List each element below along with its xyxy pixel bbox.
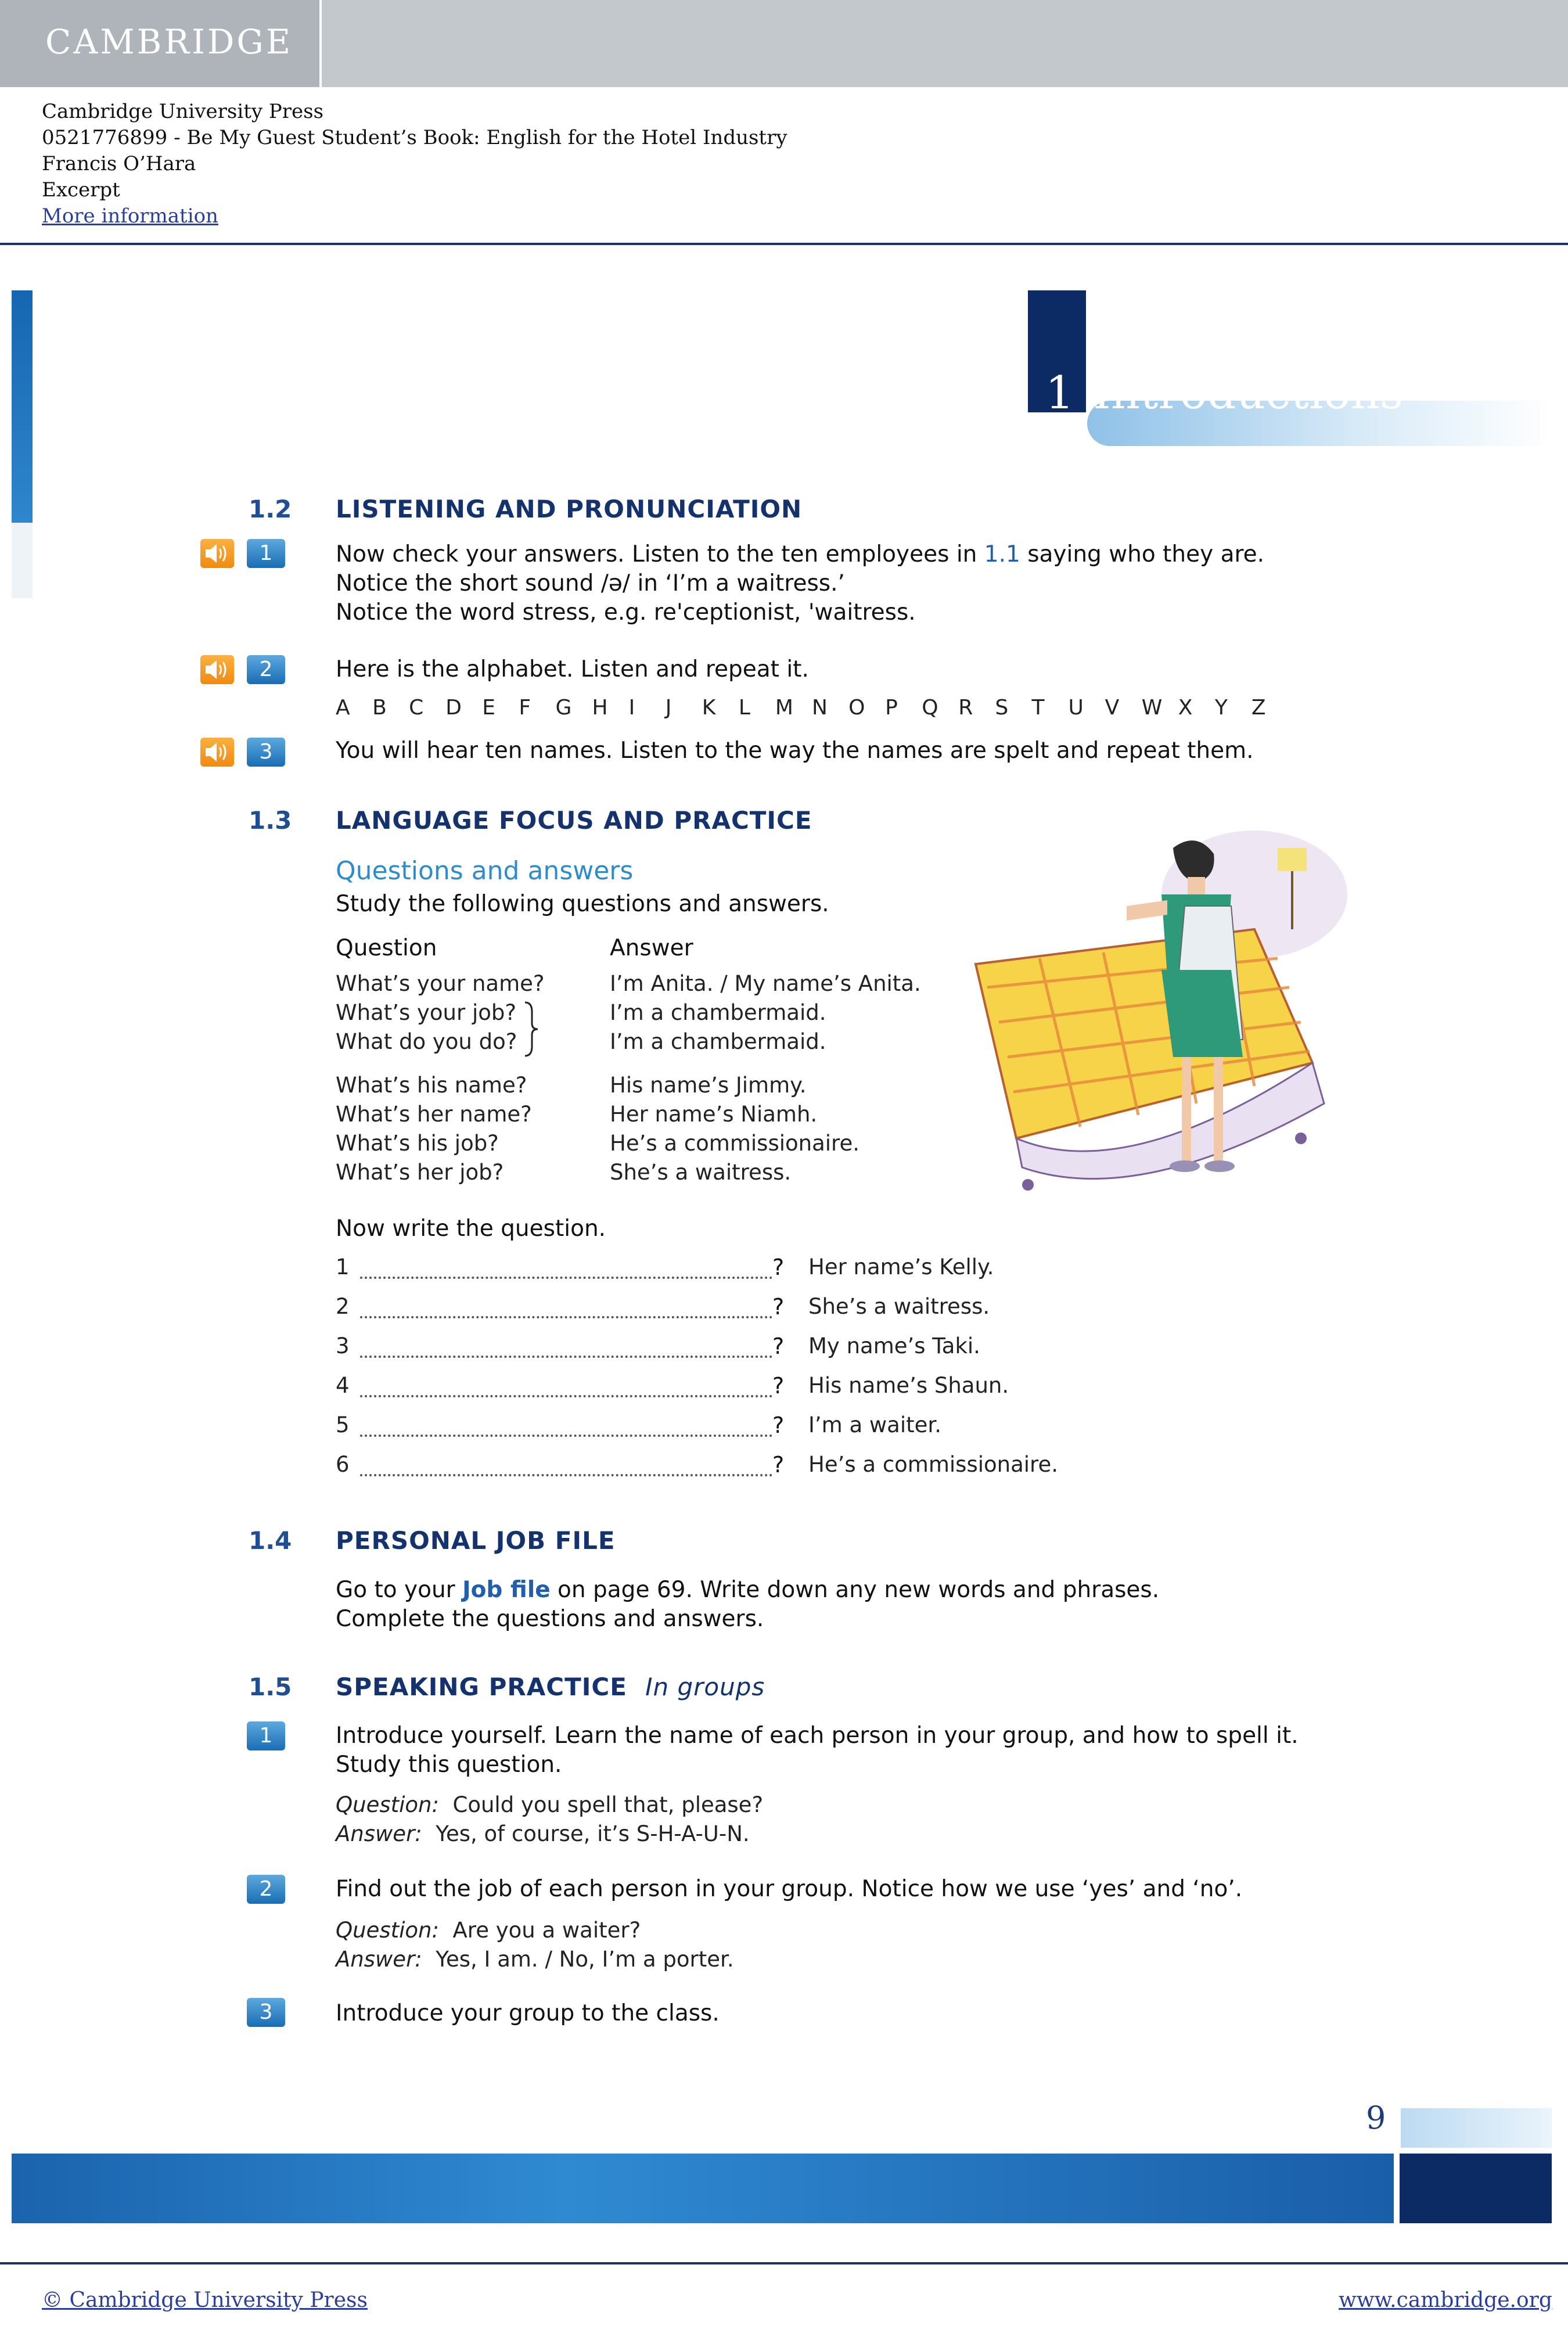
speaker-icon[interactable] (200, 738, 234, 767)
section-number-1-3: 1.3 (249, 806, 292, 835)
alphabet-letter: O (848, 696, 865, 720)
header-divider (0, 243, 1568, 245)
answer-cell: He’s a commissionaire. (610, 1131, 859, 1156)
alphabet-letter: W (1141, 696, 1163, 720)
section-title-job-file: PERSONAL JOB FILE (336, 1526, 616, 1555)
author-line: Francis O’Hara (42, 152, 196, 175)
job-file-reference: Job file (462, 1577, 551, 1603)
section-number-1-4: 1.4 (249, 1526, 292, 1555)
question-cell: What’s his job? (336, 1131, 499, 1156)
question-mark: ? (772, 1373, 785, 1399)
alphabet-letter: L (738, 696, 750, 720)
question-cell: What’s his name? (336, 1073, 527, 1098)
given-answer: Her name’s Kelly. (808, 1254, 994, 1279)
answer-cell: His name’s Jimmy. (610, 1073, 807, 1098)
item-number: 3 (336, 1333, 350, 1358)
footer-divider (0, 2262, 1568, 2264)
section-title-speaking: SPEAKING PRACTICE In groups (336, 1673, 765, 1701)
publisher-line: Cambridge University Press (42, 100, 324, 123)
given-answer: She’s a waitress. (808, 1294, 990, 1319)
alphabet-letter: C (409, 696, 424, 720)
instruction-text: Find out the job of each person in your group. Notice how we use ‘yes’ and ‘no’. (336, 1876, 1243, 1902)
website-link[interactable]: www.cambridge.org (1339, 2288, 1552, 2312)
answer-blank[interactable] (360, 1299, 772, 1318)
more-information-text[interactable]: More information (42, 204, 218, 228)
section-number-1-5: 1.5 (249, 1673, 292, 1701)
question-cell: What do you do? (336, 1029, 517, 1054)
section-number-1-2: 1.2 (249, 495, 292, 523)
exercise-number-box: 3 (247, 1998, 285, 2027)
book-title-line: 0521776899 - Be My Guest Student’s Book: English for the Hotel Industry (42, 126, 787, 149)
item-number: 6 (336, 1452, 350, 1477)
cross-reference: 1.1 (984, 541, 1020, 567)
exercise-number-box: 2 (247, 1875, 285, 1904)
example-question: Question: Could you spell that, please? (336, 1792, 764, 1817)
answer-blank[interactable] (360, 1417, 772, 1437)
alphabet-letter: I (628, 696, 635, 720)
page-number: 9 (1366, 2100, 1386, 2136)
instruction-text: Notice the word stress, e.g. re'ceptionist, 'waitress. (336, 599, 916, 626)
alphabet-letter: H (592, 696, 608, 720)
chapter-number: 1 (1045, 367, 1074, 419)
instruction-text: Complete the questions and answers. (336, 1606, 764, 1632)
answer-cell: She’s a waitress. (610, 1160, 792, 1185)
answer-cell: I’m a chambermaid. (610, 1000, 826, 1025)
answer-cell: Her name’s Niamh. (610, 1102, 818, 1127)
alphabet-letter: G (555, 696, 572, 720)
exercise-number-box: 1 (247, 539, 285, 568)
question-cell: What’s her job? (336, 1160, 504, 1185)
item-number: 4 (336, 1373, 350, 1398)
column-header-answer: Answer (610, 935, 693, 961)
answer-cell: I’m Anita. / My name’s Anita. (610, 971, 921, 996)
instruction-text: Study the following questions and answers. (336, 891, 829, 917)
question-mark: ? (772, 1294, 785, 1320)
instruction-text: Introduce your group to the class. (336, 2000, 720, 2026)
chapter-divider (1086, 290, 1088, 412)
exercise-number-box: 3 (247, 738, 285, 767)
alphabet-letter: A (336, 696, 350, 720)
chapter-title: Introductions (1093, 367, 1404, 419)
instruction-text: Now write the question. (336, 1216, 606, 1242)
exercise-number-box: 2 (247, 655, 285, 684)
alphabet-letter: Q (922, 696, 938, 720)
alphabet-letter: V (1105, 696, 1120, 720)
alphabet-letter: Z (1251, 696, 1266, 720)
instruction-text: You will hear ten names. Listen to the way the names are spelt and repeat them. (336, 738, 1254, 764)
question-cell: What’s her name? (336, 1102, 532, 1127)
alphabet-letter: N (812, 696, 828, 720)
answer-blank[interactable] (360, 1338, 772, 1358)
given-answer: My name’s Taki. (808, 1333, 980, 1358)
section-title-listening: LISTENING AND PRONUNCIATION (336, 495, 803, 523)
subsection-title: Questions and answers (336, 856, 634, 886)
answer-blank[interactable] (360, 1457, 772, 1476)
left-stripe-decoration (12, 290, 33, 523)
instruction-text: Go to your Job file on page 69. Write down any new words and phrases. (336, 1577, 1160, 1603)
alphabet-letter: D (445, 696, 462, 720)
alphabet-letter: F (519, 696, 531, 720)
instruction-text: Here is the alphabet. Listen and repeat it. (336, 656, 809, 682)
question-mark: ? (772, 1333, 785, 1359)
cambridge-logo: CAMBRIDGE (45, 22, 293, 62)
exercise-number-box: 1 (247, 1721, 285, 1750)
column-header-question: Question (336, 935, 437, 961)
question-mark: ? (772, 1452, 785, 1478)
section-mode: In groups (645, 1673, 765, 1701)
speaker-icon[interactable] (200, 655, 234, 684)
brace-icon (523, 1000, 540, 1058)
instruction-text: Introduce yourself. Learn the name of each person in your group, and how to spell it. (336, 1723, 1299, 1749)
alphabet-letter: T (1031, 696, 1045, 720)
given-answer: His name’s Shaun. (808, 1373, 1009, 1398)
copyright-link[interactable]: © Cambridge University Press (42, 2288, 368, 2312)
alphabet-letter: M (775, 696, 793, 720)
alphabet-letter: P (885, 696, 898, 720)
answer-blank[interactable] (360, 1259, 772, 1279)
section-title-language-focus: LANGUAGE FOCUS AND PRACTICE (336, 806, 812, 835)
given-answer: I’m a waiter. (808, 1412, 941, 1437)
question-mark: ? (772, 1254, 785, 1280)
question-cell: What’s your name? (336, 971, 545, 996)
instruction-text: Now check your answers. Listen to the ten employees in 1.1 saying who they are. (336, 541, 1265, 567)
item-number: 5 (336, 1412, 350, 1437)
alphabet-letter: Y (1214, 696, 1228, 720)
example-answer: Answer: Yes, of course, it’s S-H-A-U-N. (336, 1821, 750, 1846)
excerpt-line: Excerpt (42, 178, 120, 202)
chambermaid-illustration (952, 813, 1359, 1214)
alphabet-row (336, 696, 1288, 722)
left-stripe-light-decoration (12, 523, 33, 598)
answer-blank[interactable] (360, 1378, 772, 1397)
example-question: Question: Are you a waiter? (336, 1918, 641, 1943)
footer-dark-block (1400, 2154, 1552, 2223)
instruction-text: Study this question. (336, 1752, 562, 1778)
alphabet-letter: B (372, 696, 387, 720)
footer-band-decoration (12, 2154, 1394, 2223)
given-answer: He’s a commissionaire. (808, 1452, 1058, 1477)
more-information-link[interactable] (42, 204, 218, 228)
speaker-icon[interactable] (200, 539, 234, 568)
instruction-text: Notice the short sound /ə/ in ‘I’m a waitress.’ (336, 570, 845, 596)
alphabet-letter: X (1178, 696, 1193, 720)
item-number: 1 (336, 1254, 350, 1279)
answer-cell: I’m a chambermaid. (610, 1029, 826, 1054)
page-number-band (1401, 2108, 1552, 2148)
alphabet-letter: J (665, 696, 672, 720)
example-answer: Answer: Yes, I am. / No, I’m a porter. (336, 1947, 734, 1972)
item-number: 2 (336, 1294, 350, 1319)
alphabet-letter: S (995, 696, 1009, 720)
alphabet-letter: R (958, 696, 973, 720)
alphabet-letter: K (702, 696, 716, 720)
question-cell: What’s your job? (336, 1000, 517, 1025)
question-mark: ? (772, 1412, 785, 1438)
alphabet-letter: U (1068, 696, 1084, 720)
alphabet-letter: E (482, 696, 496, 720)
